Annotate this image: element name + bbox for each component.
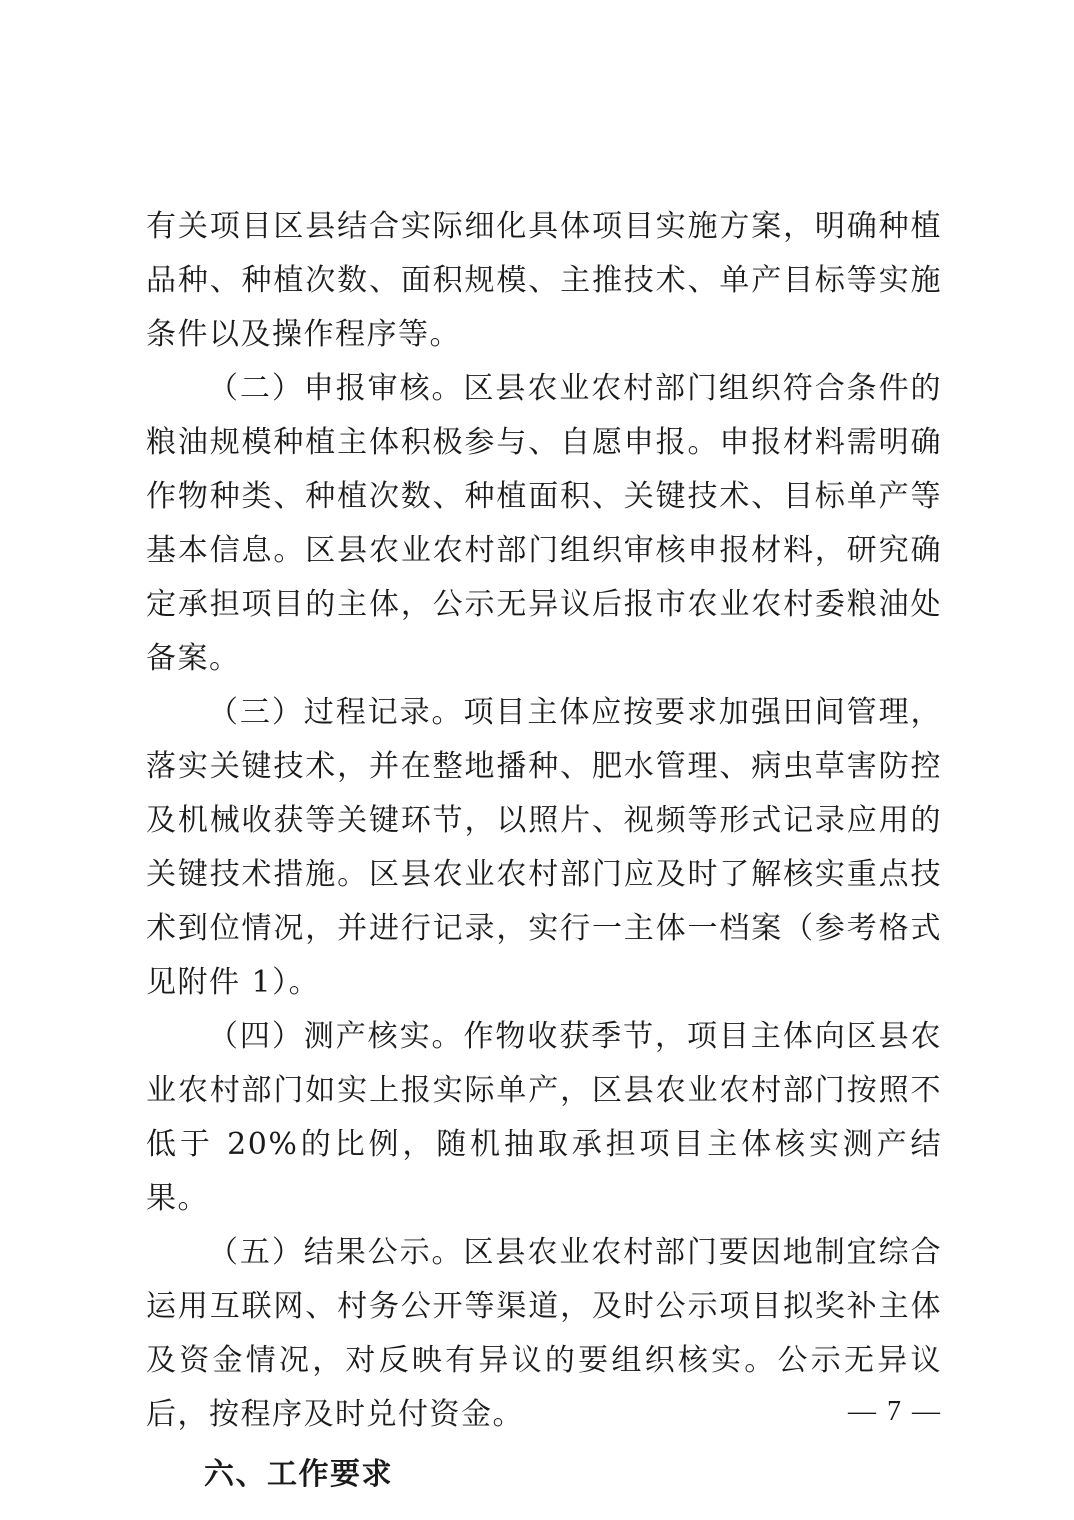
subheading-process-record: （三）过程记录 xyxy=(208,695,432,730)
paragraph-yield-verification xyxy=(146,1010,942,1226)
paragraph-text: 。区县农业农村部门要因地制宜综合运用互联网、村务公开等渠道，及时公示项目拟奖补主体及资金情况，对反映有异议的要组织核实。公示无异议后，按程序及时兑付资金。 xyxy=(146,1235,943,1432)
paragraph-text: 有关项目区县结合实际细化具体项目实施方案，明确种植品种、种植次数、面积规模、主推技术、单产目标等实施条件以及操作程序等。 xyxy=(146,209,942,352)
paragraph-text: 。作物收获季节，项目主体向区县农业农村部门如实上报实际单产，区县农业农村部门按照不低于 20%的比例，随机抽取承担项目主体核实测产结果。 xyxy=(146,1019,943,1216)
paragraph-text: 。区县农业农村部门组织符合条件的粮油规模种植主体积极参与、自愿申报。申报材料需明确作物种类、种植次数、种植面积、关键技术、目标单产等基本信息。区县农业农村部门组织审核申报材料，研究确定承担项目的主体，公示无异议后报市农业农村委粮油处备案。 xyxy=(146,371,943,676)
paragraph-result-publicity xyxy=(146,1226,942,1442)
paragraph-text: 。项目主体应按要求加强田间管理，落实关键技术，并在整地播种、肥水管理、病虫草害防控及机械收获等关键环节，以照片、视频等形式记录应用的关键技术措施。区县农业农村部门应及时了解核实重点技术到位情况，并进行记录，实行一主体一档案（参考格式见附件 1）。 xyxy=(146,695,943,1000)
subheading-result-publicity: （五）结果公示 xyxy=(208,1235,432,1270)
body-text xyxy=(146,200,942,1502)
subheading-yield-verification: （四）测产核实 xyxy=(208,1019,432,1054)
subheading-application-review: （二）申报审核 xyxy=(208,371,432,406)
paragraph-continuation xyxy=(146,200,942,362)
section-heading: 六、工作要求 xyxy=(204,1457,393,1492)
page-number: — 7 — xyxy=(848,1396,942,1427)
paragraph-application-review xyxy=(146,362,942,686)
paragraph-process-record xyxy=(146,686,942,1010)
